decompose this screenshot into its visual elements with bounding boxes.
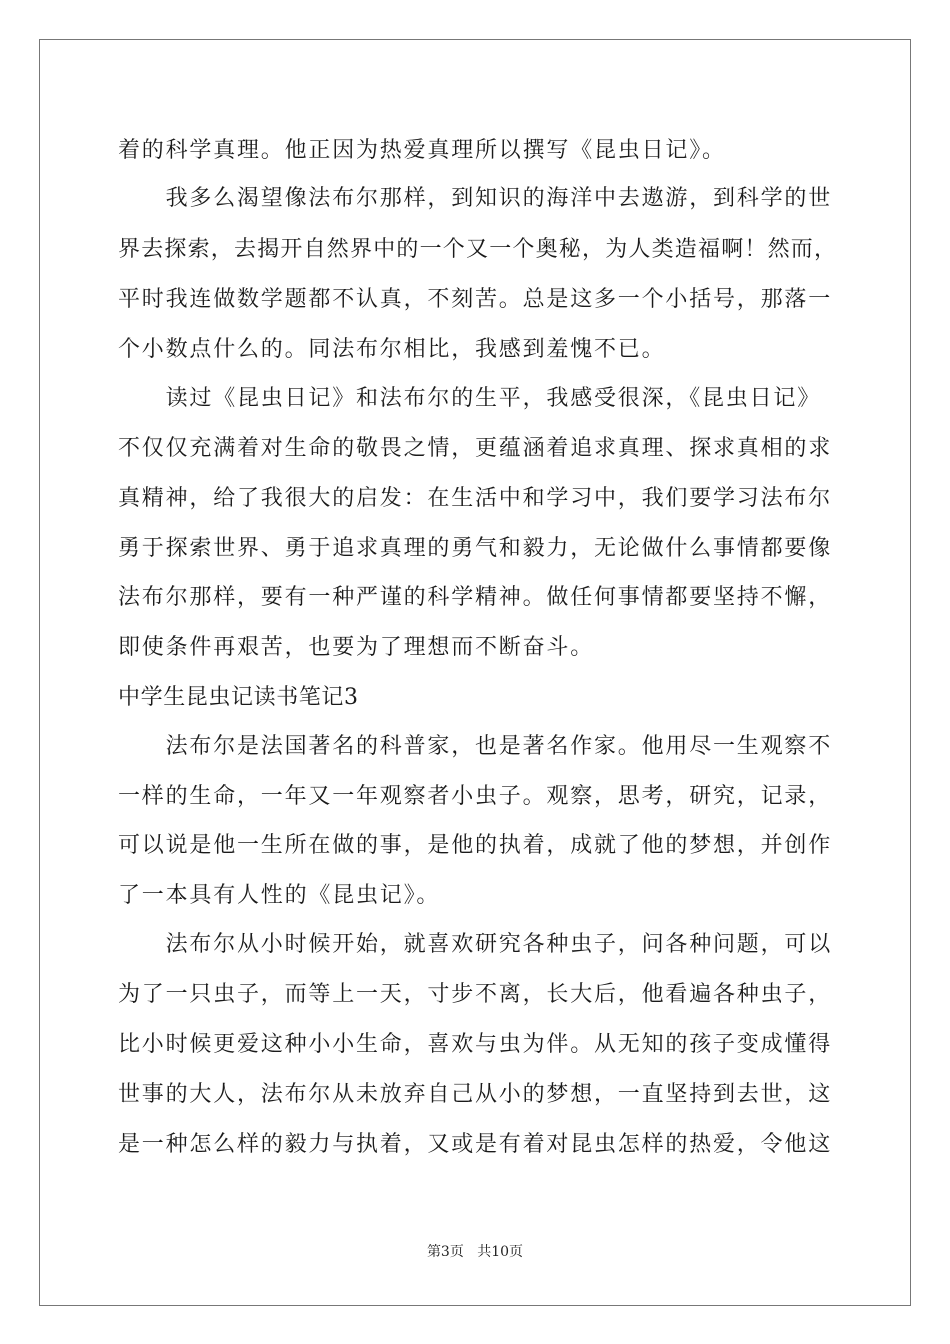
text-line: 真精神，给了我很大的启发：在生活中和学习中，我们要学习法布尔 <box>118 486 833 511</box>
page-border <box>39 39 911 1306</box>
text-line: 读过《昆虫日记》和法布尔的生平，我感受很深，《昆虫日记》 <box>118 386 822 411</box>
text-line: 法布尔从小时候开始，就喜欢研究各种虫子，问各种问题，可以 <box>118 932 833 957</box>
text-line: 法布尔是法国著名的科普家，也是著名作家。他用尽一生观察不 <box>118 734 833 759</box>
section-heading: 中学生昆虫记读书笔记3 <box>118 685 359 710</box>
text-line: 可以说是他一生所在做的事，是他的执着，成就了他的梦想，并创作 <box>118 833 833 858</box>
page-footer <box>0 1243 950 1261</box>
text-line: 个小数点什么的。同法布尔相比，我感到羞愧不已。 <box>118 337 666 362</box>
text-line: 不仅仅充满着对生命的敬畏之情，更蕴涵着追求真理、探求真相的求 <box>118 436 833 461</box>
text-line: 我多么渴望像法布尔那样，到知识的海洋中去遨游，到科学的世 <box>118 186 833 211</box>
text-line: 世事的大人，法布尔从未放弃自己从小的梦想，一直坚持到去世，这 <box>118 1082 833 1107</box>
text-line: 勇于探索世界、勇于追求真理的勇气和毅力，无论做什么事情都要像 <box>118 536 833 561</box>
text-line: 了一本具有人性的《昆虫记》。 <box>118 883 441 908</box>
text-line: 法布尔那样，要有一种严谨的科学精神。做任何事情都要坚持不懈， <box>118 585 833 610</box>
text-line: 着的科学真理。他正因为热爱真理所以撰写《昆虫日记》。 <box>118 138 726 163</box>
text-line: 即使条件再艰苦，也要为了理想而不断奋斗。 <box>118 635 595 660</box>
text-line: 比小时候更爱这种小小生命，喜欢与虫为伴。从无知的孩子变成懂得 <box>118 1032 833 1057</box>
text-line: 一样的生命，一年又一年观察者小虫子。观察，思考，研究，记录， <box>118 784 833 809</box>
text-line: 平时我连做数学题都不认真，不刻苦。总是这多一个小括号，那落一 <box>118 287 833 312</box>
text-line: 为了一只虫子，而等上一天，寸步不离，长大后，他看遍各种虫子， <box>118 982 833 1007</box>
text-line: 是一种怎么样的毅力与执着，又或是有着对昆虫怎样的热爱，令他这 <box>118 1132 833 1157</box>
page-number: 第3页 <box>426 1244 464 1260</box>
page-total: 共10页 <box>477 1244 524 1260</box>
text-line: 界去探索，去揭开自然界中的一个又一个奥秘，为人类造福啊！然而， <box>118 237 838 262</box>
